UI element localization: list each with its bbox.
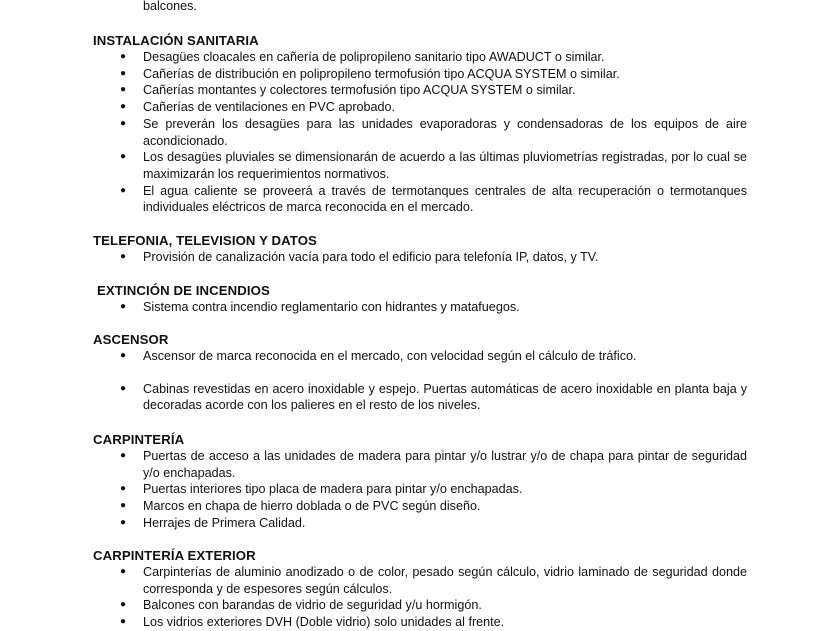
bullet-icon: ●: [120, 450, 127, 461]
list-item: ● Puertas interiores tipo placa de madera para pintar y/o enchapadas.: [120, 482, 523, 497]
section-heading: ASCENSOR: [93, 332, 169, 347]
bullet-icon: ●: [120, 184, 127, 196]
list-item: ● Carpinterías de aluminio anodizado o de color, pesado según cálculo, vidrio laminado de seguridad donde corresponda y de espesores según cálculos.: [120, 565, 747, 596]
list-item: ● El agua caliente se proveerá a través de termotanques centrales de alta recuperación o termotanques individuales eléctricos de marca reconocida en el mercado.: [120, 183, 747, 215]
list-item: ● Herrajes de Primera Calidad.: [120, 515, 306, 530]
bullet-icon: ●: [120, 350, 127, 361]
list-item: ● Se preverán los desagües para las unidades evaporadoras y condensadoras de los equipos de aire acondicionado.: [120, 116, 747, 148]
list-item: ● Provisión de canalización vacía para todo el edificio para telefonía IP, datos, y TV.: [120, 250, 599, 264]
section-heading: CARPINTERÍA: [93, 432, 185, 447]
bullet-icon: ●: [120, 599, 127, 611]
bullet-list: [93, 448, 753, 532]
section-ascensor: [93, 331, 753, 414]
section-instalacion-sanitaria: [93, 32, 753, 216]
list-item: ● Balcones con barandas de vidrio de seguridad y/u hormigón.: [120, 598, 482, 613]
list-item: ● Los desagües pluviales se dimensionarán de acuerdo a las últimas pluviometrías registradas, por lo cual se maximizarán los requerimientos normativos.: [120, 150, 747, 181]
bullet-icon: ●: [120, 51, 127, 62]
bullet-icon: ●: [120, 516, 127, 528]
bullet-list: [93, 249, 753, 266]
continued-text: balcones.: [143, 0, 197, 13]
list-item: ● Cabinas revestidas en acero inoxidable y espejo. Puertas automáticas de acero inoxidable en planta baja y decoradas acorde con los palieres en el resto de los niveles.: [120, 381, 747, 413]
bullet-icon: ●: [120, 500, 127, 512]
list-item: ● Sistema contra incendio reglamentario con hidrantes y matafuegos.: [120, 300, 520, 314]
list-item: ● Marcos en chapa de hierro doblada o de PVC según diseño.: [120, 499, 481, 514]
section-heading: INSTALACIÓN SANITARIA: [93, 33, 259, 48]
bullet-icon: ●: [120, 483, 127, 495]
bullet-icon: ●: [120, 117, 127, 129]
list-item: ● Los vidrios exteriores DVH (Doble vidrio) solo unidades al frente.: [120, 615, 505, 630]
section-telefonia: [93, 232, 753, 266]
list-item: ● Cañerías de ventilaciones en PVC aprobado.: [120, 100, 396, 115]
list-item: ● Ascensor de marca reconocida en el mercado, con velocidad según el cálculo de tráfico.: [120, 349, 637, 363]
bullet-list: [93, 564, 753, 631]
bullet-icon: ●: [120, 251, 127, 262]
section-extincion-incendios: [97, 282, 757, 316]
list-item: ● Cañerías montantes y colectores termofusión tipo ACQUA SYSTEM o similar.: [120, 83, 576, 98]
bullet-list: [93, 299, 757, 316]
bullet-icon: ●: [120, 616, 127, 628]
section-heading: CARPINTERÍA EXTERIOR: [93, 548, 256, 563]
list-item: ● Cañerías de distribución en polipropileno termofusión tipo ACQUA SYSTEM o similar.: [120, 66, 620, 81]
list-item: ● Desagües cloacales en cañería de polipropileno sanitario tipo AWADUCT o similar.: [120, 50, 605, 64]
bullet-list: [93, 49, 753, 216]
bullet-icon: ●: [120, 67, 127, 79]
bullet-icon: ●: [120, 382, 127, 394]
list-item: ● Puertas de acceso a las unidades de madera para pintar y/o lustrar y/o de chapa para pintar de seguridad y/o enchapadas.: [120, 449, 747, 480]
section-heading: TELEFONIA, TELEVISION Y DATOS: [93, 233, 317, 248]
bullet-icon: ●: [120, 301, 127, 312]
bullet-icon: ●: [120, 566, 127, 577]
section-carpinteria: [93, 431, 753, 532]
bullet-icon: ●: [120, 101, 127, 113]
bullet-list: [93, 348, 753, 414]
bullet-icon: ●: [120, 84, 127, 96]
section-carpinteria-exterior: [93, 547, 753, 631]
section-heading: EXTINCIÓN DE INCENDIOS: [97, 283, 270, 298]
bullet-icon: ●: [120, 151, 127, 163]
